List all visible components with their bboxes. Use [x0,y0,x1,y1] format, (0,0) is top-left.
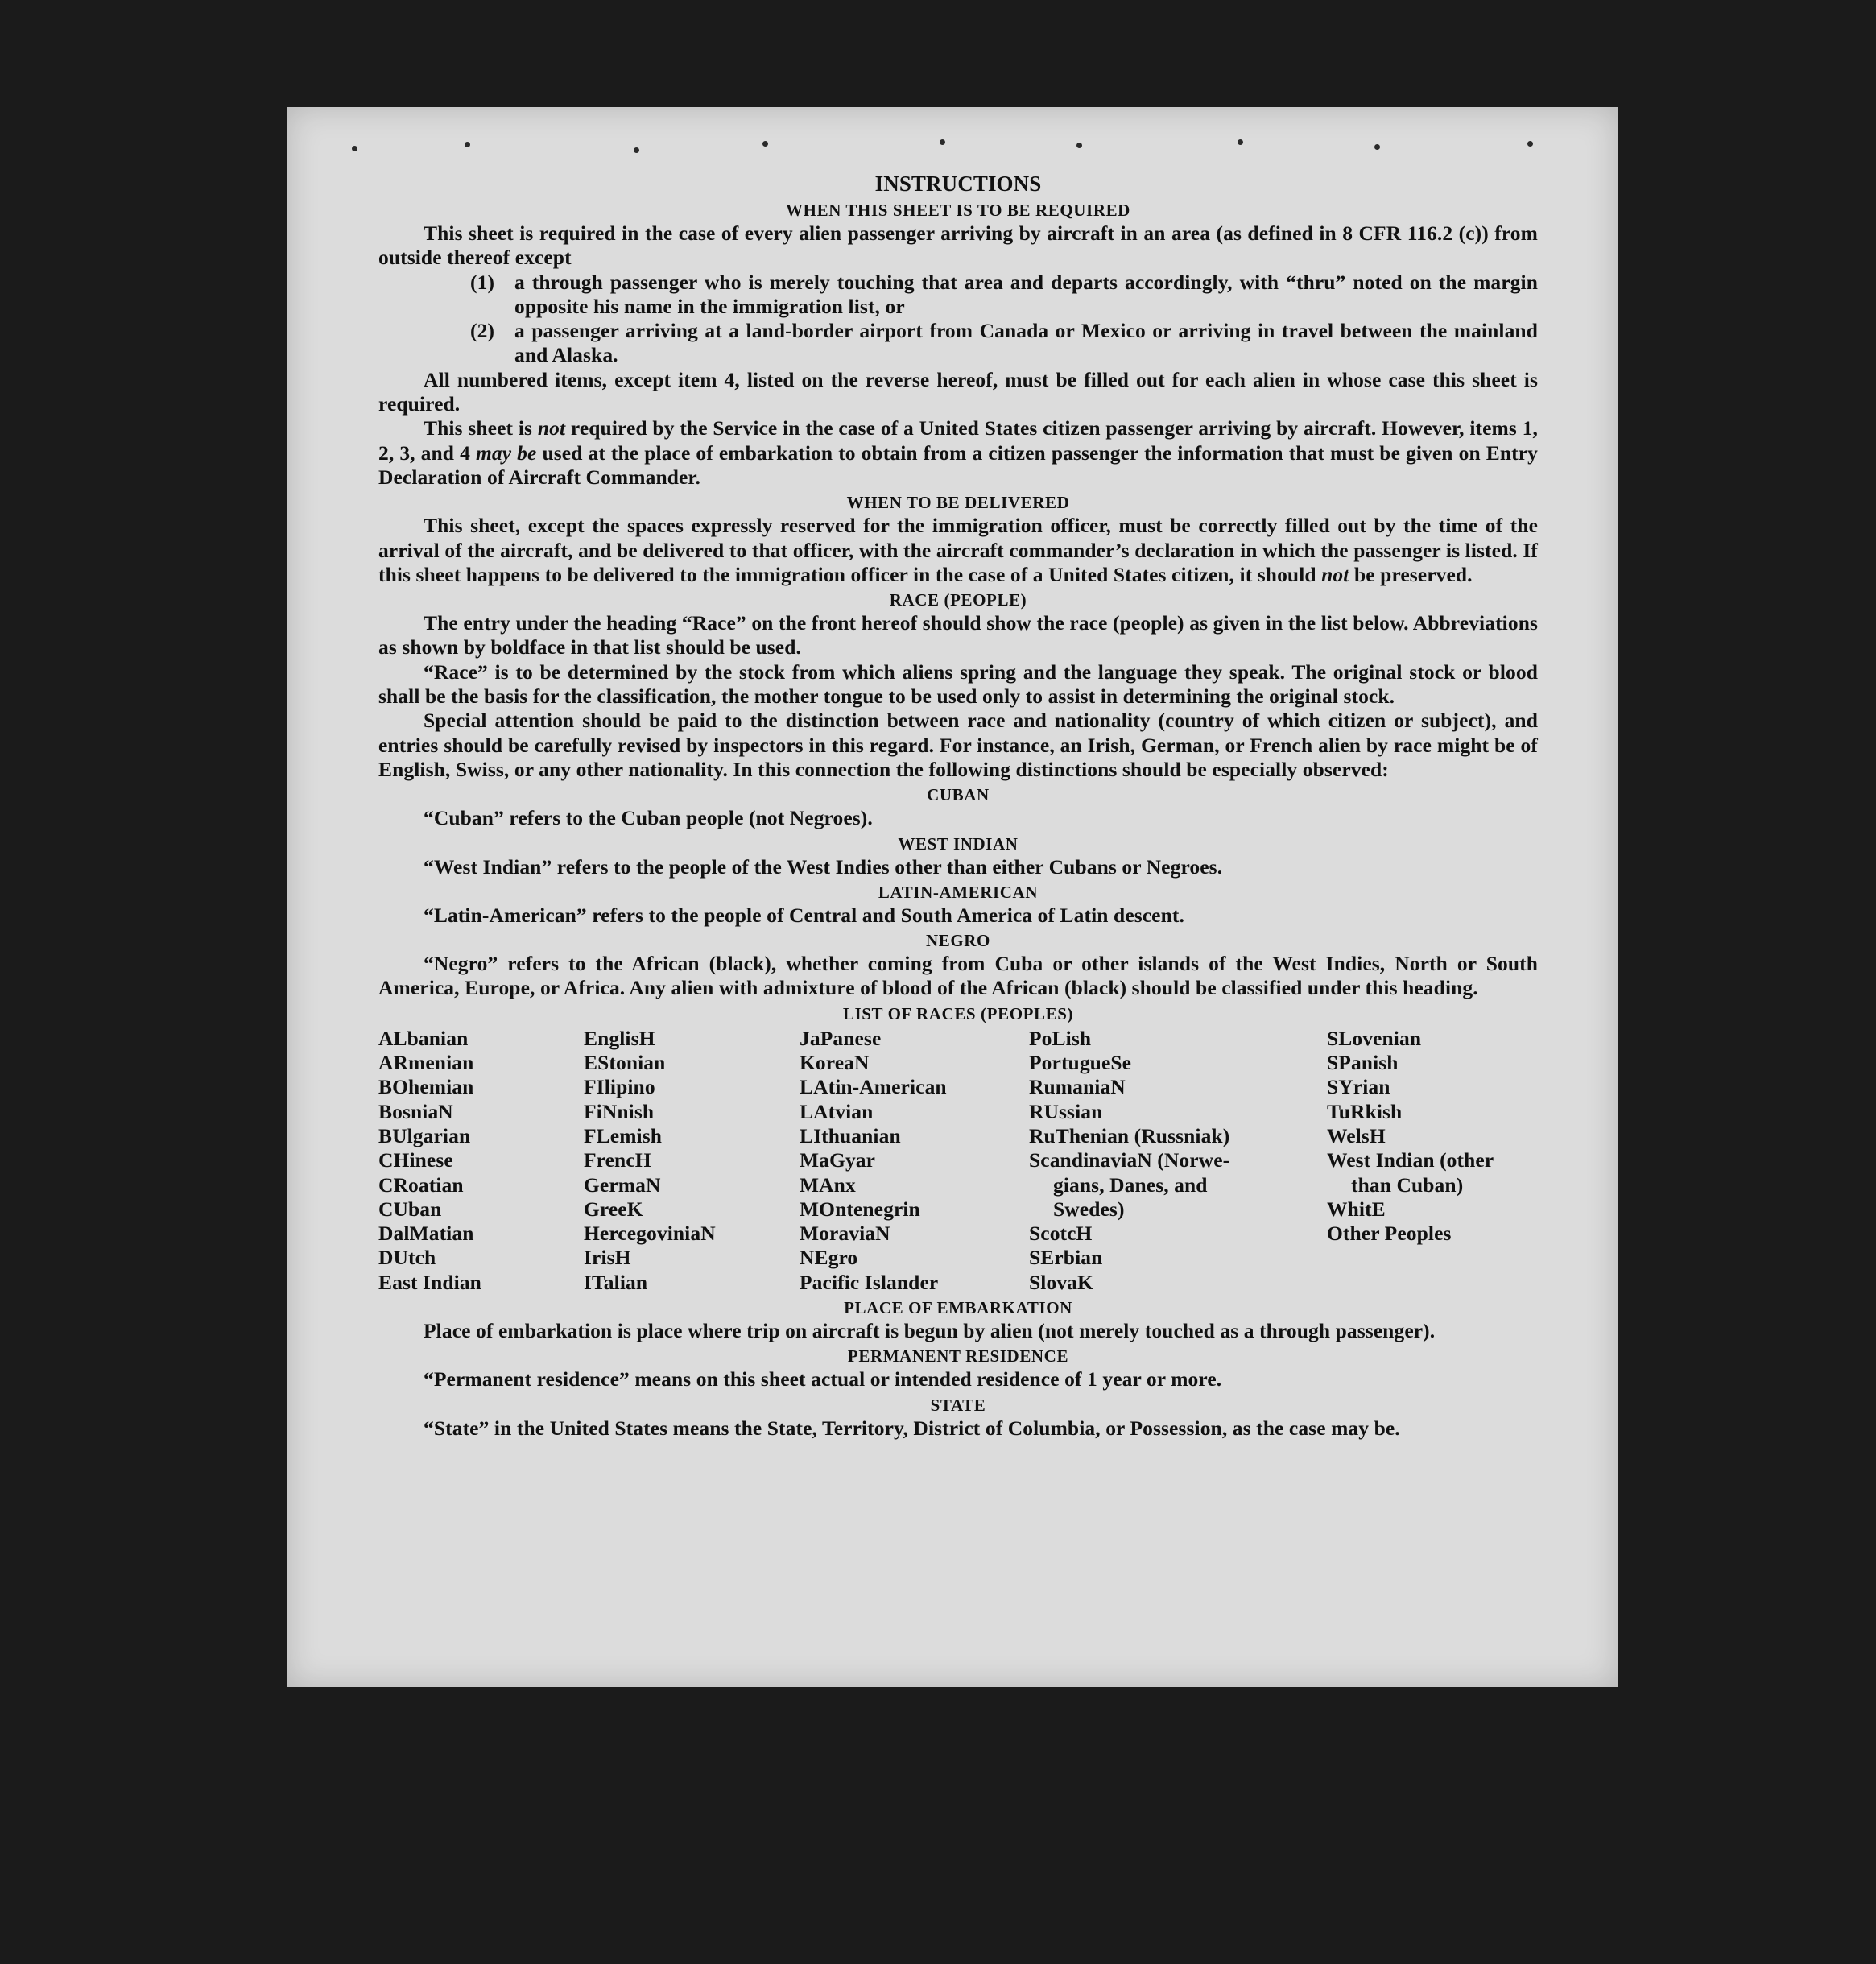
required-para-3: This sheet is not required by the Service in the case of a United States citizen passenger arriving by aircraft. However, items 1, 2, 3, and 4 may be used at the place of embarkation to obtain from a citizen passenger the information that must be given on Entry Declaration of Aircraft Commander. [378,416,1538,489]
race-entry: CHinese [378,1148,453,1172]
race-entry: Other Peoples [1327,1222,1452,1246]
race-entry: SYrian [1327,1075,1390,1099]
heading-permanent-residence: PERMANENT RESIDENCE [847,1346,1069,1367]
race-entry: FiNnish [584,1099,655,1123]
race-entry: LAtin-American [800,1075,947,1099]
race-entry: gians, Danes, and [1053,1172,1208,1197]
state-text: “State” in the United States means the State, Territory, District of Columbia, or Possession, as the case may be. [424,1416,1400,1440]
race-entry: ALbanian [378,1026,469,1050]
punch-holes [336,139,1576,163]
embarkation-text: Place of embarkation is place where trip on aircraft is begun by alien (not merely touched as a through passenger). [424,1318,1436,1342]
heading-delivered: WHEN TO BE DELIVERED [846,493,1070,513]
race-entry: than Cuban) [1351,1172,1464,1197]
race-entry: East Indian [378,1270,481,1294]
race-entry: LAtvian [800,1099,874,1123]
race-entry: IrisH [584,1246,631,1270]
race-entry: PortugueSe [1029,1051,1132,1075]
race-entry: ScandinaviaN (Norwe- [1029,1148,1230,1172]
race-entry: LIthuanian [800,1123,901,1147]
race-entry: WelsH [1327,1123,1386,1147]
race-entry: EStonian [584,1051,666,1075]
race-entry: MOntenegrin [800,1197,920,1221]
exception-item-2: (2) a passenger arriving at a land-border airport from Canada or Mexico or arriving in travel between the mainland and Alaska. [470,319,1538,367]
race-entry: WhitE [1327,1197,1386,1221]
races-list [378,1027,1538,1295]
latin-american-text: “Latin-American” refers to the people of Central and South America of Latin descent. [424,903,1184,927]
race-entry: DalMatian [378,1222,474,1246]
race-entry: FrencH [584,1148,651,1172]
required-para-2: All numbered items, except item 4, listed on the reverse hereof, must be filled out for each alien in whose case this sheet is required. [378,367,1538,416]
race-entry: GermaN [584,1172,661,1197]
race-entry: FIlipino [584,1075,655,1099]
race-entry: BosniaN [378,1099,453,1123]
heading-cuban: CUBAN [927,785,990,805]
heading-race: RACE (PEOPLE) [889,590,1027,610]
race-entry: JaPanese [800,1026,882,1050]
heading-list-of-races: LIST OF RACES (PEOPLES) [842,1003,1074,1023]
races-column-4 [1029,1027,1327,1295]
race-entry: NEgro [800,1246,858,1270]
race-entry: SPanish [1327,1051,1399,1075]
race-para-1: The entry under the heading “Race” on the front hereof should show the race (people) as given in the list below. Abbreviations as shown by boldface in that list should be used. [378,611,1538,659]
race-entry: CRoatian [378,1172,464,1197]
races-column-5 [1327,1027,1538,1295]
race-entry: GreeK [584,1197,643,1221]
race-entry: FLemish [584,1123,663,1147]
race-entry: ITalian [584,1270,648,1294]
race-para-3: Special attention should be paid to the distinction between race and nationality (country of which citizen or subject), and entries should be carefully revised by inspectors in this regard. For instance, an Irish, German, or French alien by race might be of English, Swiss, or any other nationality. In this connection the following distinctions should be especially observed: [378,709,1538,781]
heading-west-indian: WEST INDIAN [898,833,1019,854]
race-entry: MaGyar [800,1148,876,1172]
race-entry: Pacific Islander [800,1270,939,1294]
negro-text: “Negro” refers to the African (black), whether coming from Cuba or other islands of the West Indies, North or South America, Europe, or Africa. Any alien with admixture of blood of the African (black) should be classified under this heading. [378,952,1538,1000]
instructions-text [378,170,1538,1441]
race-entry: RUssian [1029,1099,1103,1123]
race-entry: ScotcH [1029,1222,1093,1246]
required-intro: This sheet is required in the case of every alien passenger arriving by aircraft in an area (as defined in 8 CFR 116.2 (c)) from outside thereof except [378,221,1538,270]
race-entry: SlovaK [1029,1270,1093,1294]
race-entry: TuRkish [1327,1099,1403,1123]
heading-latin-american: LATIN-AMERICAN [878,882,1039,902]
delivered-text: This sheet, except the spaces expressly reserved for the immigration officer, must be correctly filled out by the time of the arrival of the aircraft, and be delivered to that officer, with the aircraft commander’s declaration in which the passenger is listed. If this sheet happens to be delivered to the immigration officer in the case of a United States citizen, it should not be preserved. [378,514,1538,586]
race-para-2: “Race” is to be determined by the stock from which aliens spring and the language they speak. The original stock or blood shall be the basis for the classification, the mother tongue to be used only to assist in determining the original stock. [378,659,1538,709]
race-entry: SErbian [1029,1246,1103,1270]
race-entry: PoLish [1029,1026,1092,1050]
race-entry: RuThenian (Russniak) [1029,1123,1230,1147]
race-entry: Swedes) [1053,1197,1125,1221]
race-entry: BUlgarian [378,1123,471,1147]
race-entry: BOhemian [378,1075,474,1099]
cuban-text: “Cuban” refers to the Cuban people (not Negroes). [424,806,873,830]
race-entry: MAnx [800,1172,856,1197]
race-entry: West Indian (other [1327,1148,1494,1172]
race-entry: KoreaN [800,1051,870,1075]
page-title: INSTRUCTIONS [874,172,1042,196]
races-column-3 [800,1027,1029,1295]
heading-negro: NEGRO [925,931,990,951]
race-entry: ARmenian [378,1051,474,1075]
race-entry: EnglisH [584,1026,655,1050]
west-indian-text: “West Indian” refers to the people of the West Indies other than either Cubans or Negroes. [424,854,1223,879]
exception-item-1: (1) a through passenger who is merely touching that area and departs accordingly, with “thru” noted on the margin opposite his name in the immigration list, or [470,270,1538,318]
document-page [287,107,1618,1687]
race-entry: SLovenian [1327,1026,1422,1050]
heading-required: WHEN THIS SHEET IS TO BE REQUIRED [786,201,1130,220]
race-entry: MoraviaN [800,1222,890,1246]
residence-text: “Permanent residence” means on this sheet actual or intended residence of 1 year or more. [424,1367,1222,1391]
races-column-2 [584,1027,800,1295]
race-entry: HercegoviniaN [584,1222,716,1246]
heading-embarkation: PLACE OF EMBARKATION [844,1297,1072,1317]
heading-state: STATE [930,1395,986,1415]
races-column-1 [378,1027,584,1295]
race-entry: RumaniaN [1029,1075,1126,1099]
race-entry: DUtch [378,1246,436,1270]
race-entry: CUban [378,1197,442,1221]
